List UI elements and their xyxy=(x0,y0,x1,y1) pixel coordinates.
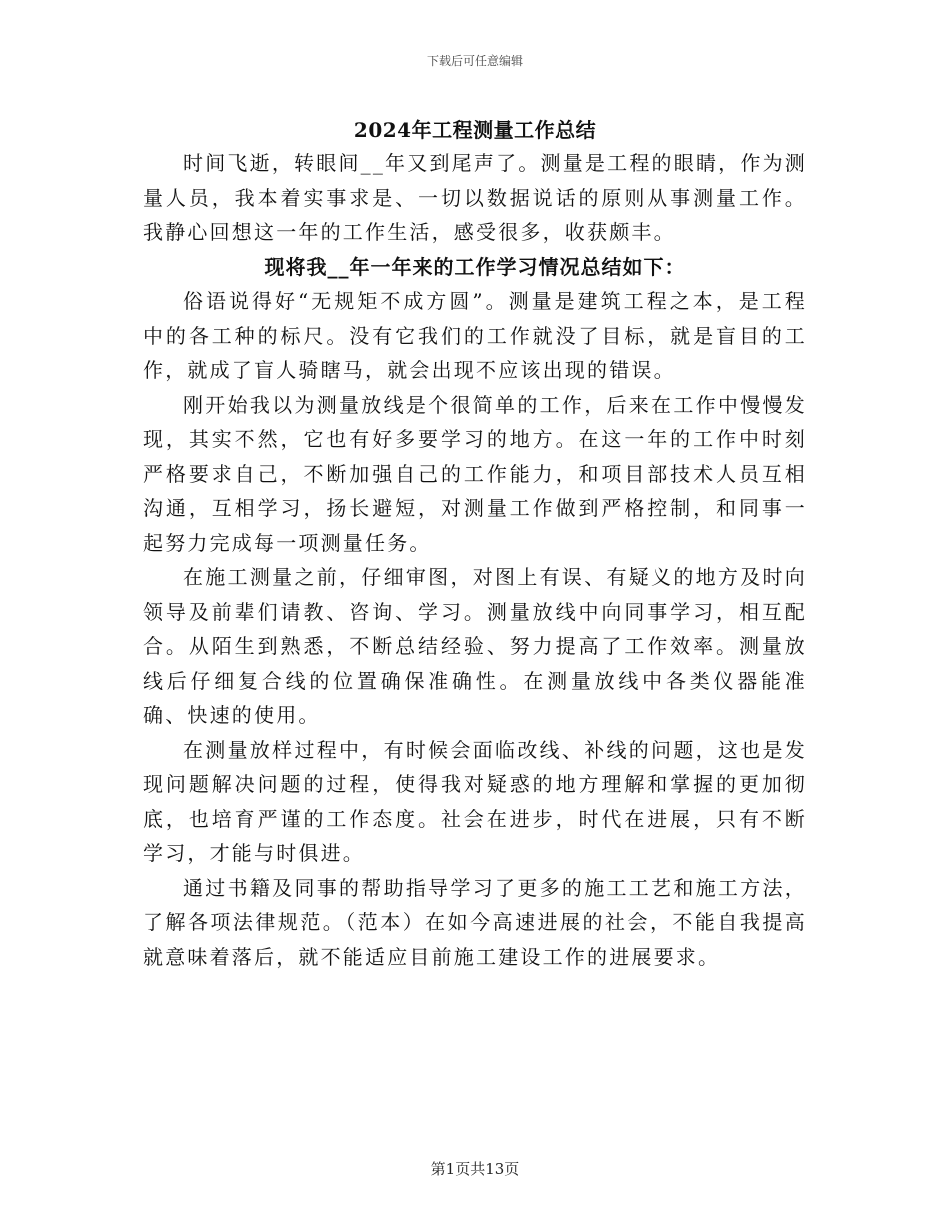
document-body xyxy=(143,146,807,974)
body-paragraph-2: 刚开始我以为测量放线是个很简单的工作，后来在工作中慢慢发现，其实不然，它也有好多要学习的地方。在这一年的工作中时刻严格要求自己，不断加强自己的工作能力，和项目部技术人员互相沟通，互相学习，扬长避短，对测量工作做到严格控制，和同事一起努力完成每一项测量任务。 xyxy=(143,392,807,555)
section-subheading: 现将我__年一年来的工作学习情况总结如下： xyxy=(264,254,686,279)
body-paragraph-5: 通过书籍及同事的帮助指导学习了更多的施工工艺和施工方法，了解各项法律规范。（范本）在如今高速进展的社会，不能自我提高就意味着落后，就不能适应目前施工建设工作的进展要求。 xyxy=(143,875,807,969)
body-paragraph-1: 俗语说得好“无规矩不成方圆”。测量是建筑工程之本，是工程中的各工种的标尺。没有它我们的工作就没了目标，就是盲目的工作，就成了盲人骑瞎马，就会出现不应该出现的错误。 xyxy=(143,289,807,382)
body-paragraph-4: 在测量放样过程中，有时候会面临改线、补线的问题，这也是发现问题解决问题的过程，使得我对疑惑的地方理解和掌握的更加彻底，也培育严谨的工作态度。社会在进步，时代在进展，只有不断学习，才能与时俱进。 xyxy=(143,737,807,865)
page-header-note: 下载后可任意编辑 xyxy=(426,54,523,68)
page-footer-number: 第1页共13页 xyxy=(430,1160,520,1178)
document-title: 2024年工程测量工作总结 xyxy=(353,118,597,142)
intro-paragraph: 时间飞逝，转眼间__年又到尾声了。测量是工程的眼睛，作为测量人员，我本着实事求是、一切以数据说话的原则从事测量工作。我静心回想这一年的工作生活，感受很多，收获颇丰。 xyxy=(143,151,807,244)
body-paragraph-3: 在施工测量之前，仔细审图，对图上有误、有疑义的地方及时向领导及前辈们请教、咨询、学习。测量放线中向同事学习，相互配合。从陌生到熟悉，不断总结经验、努力提高了工作效率。测量放线后仔细复合线的位置确保准确性。在测量放线中各类仪器能准确、快速的使用。 xyxy=(143,565,807,727)
